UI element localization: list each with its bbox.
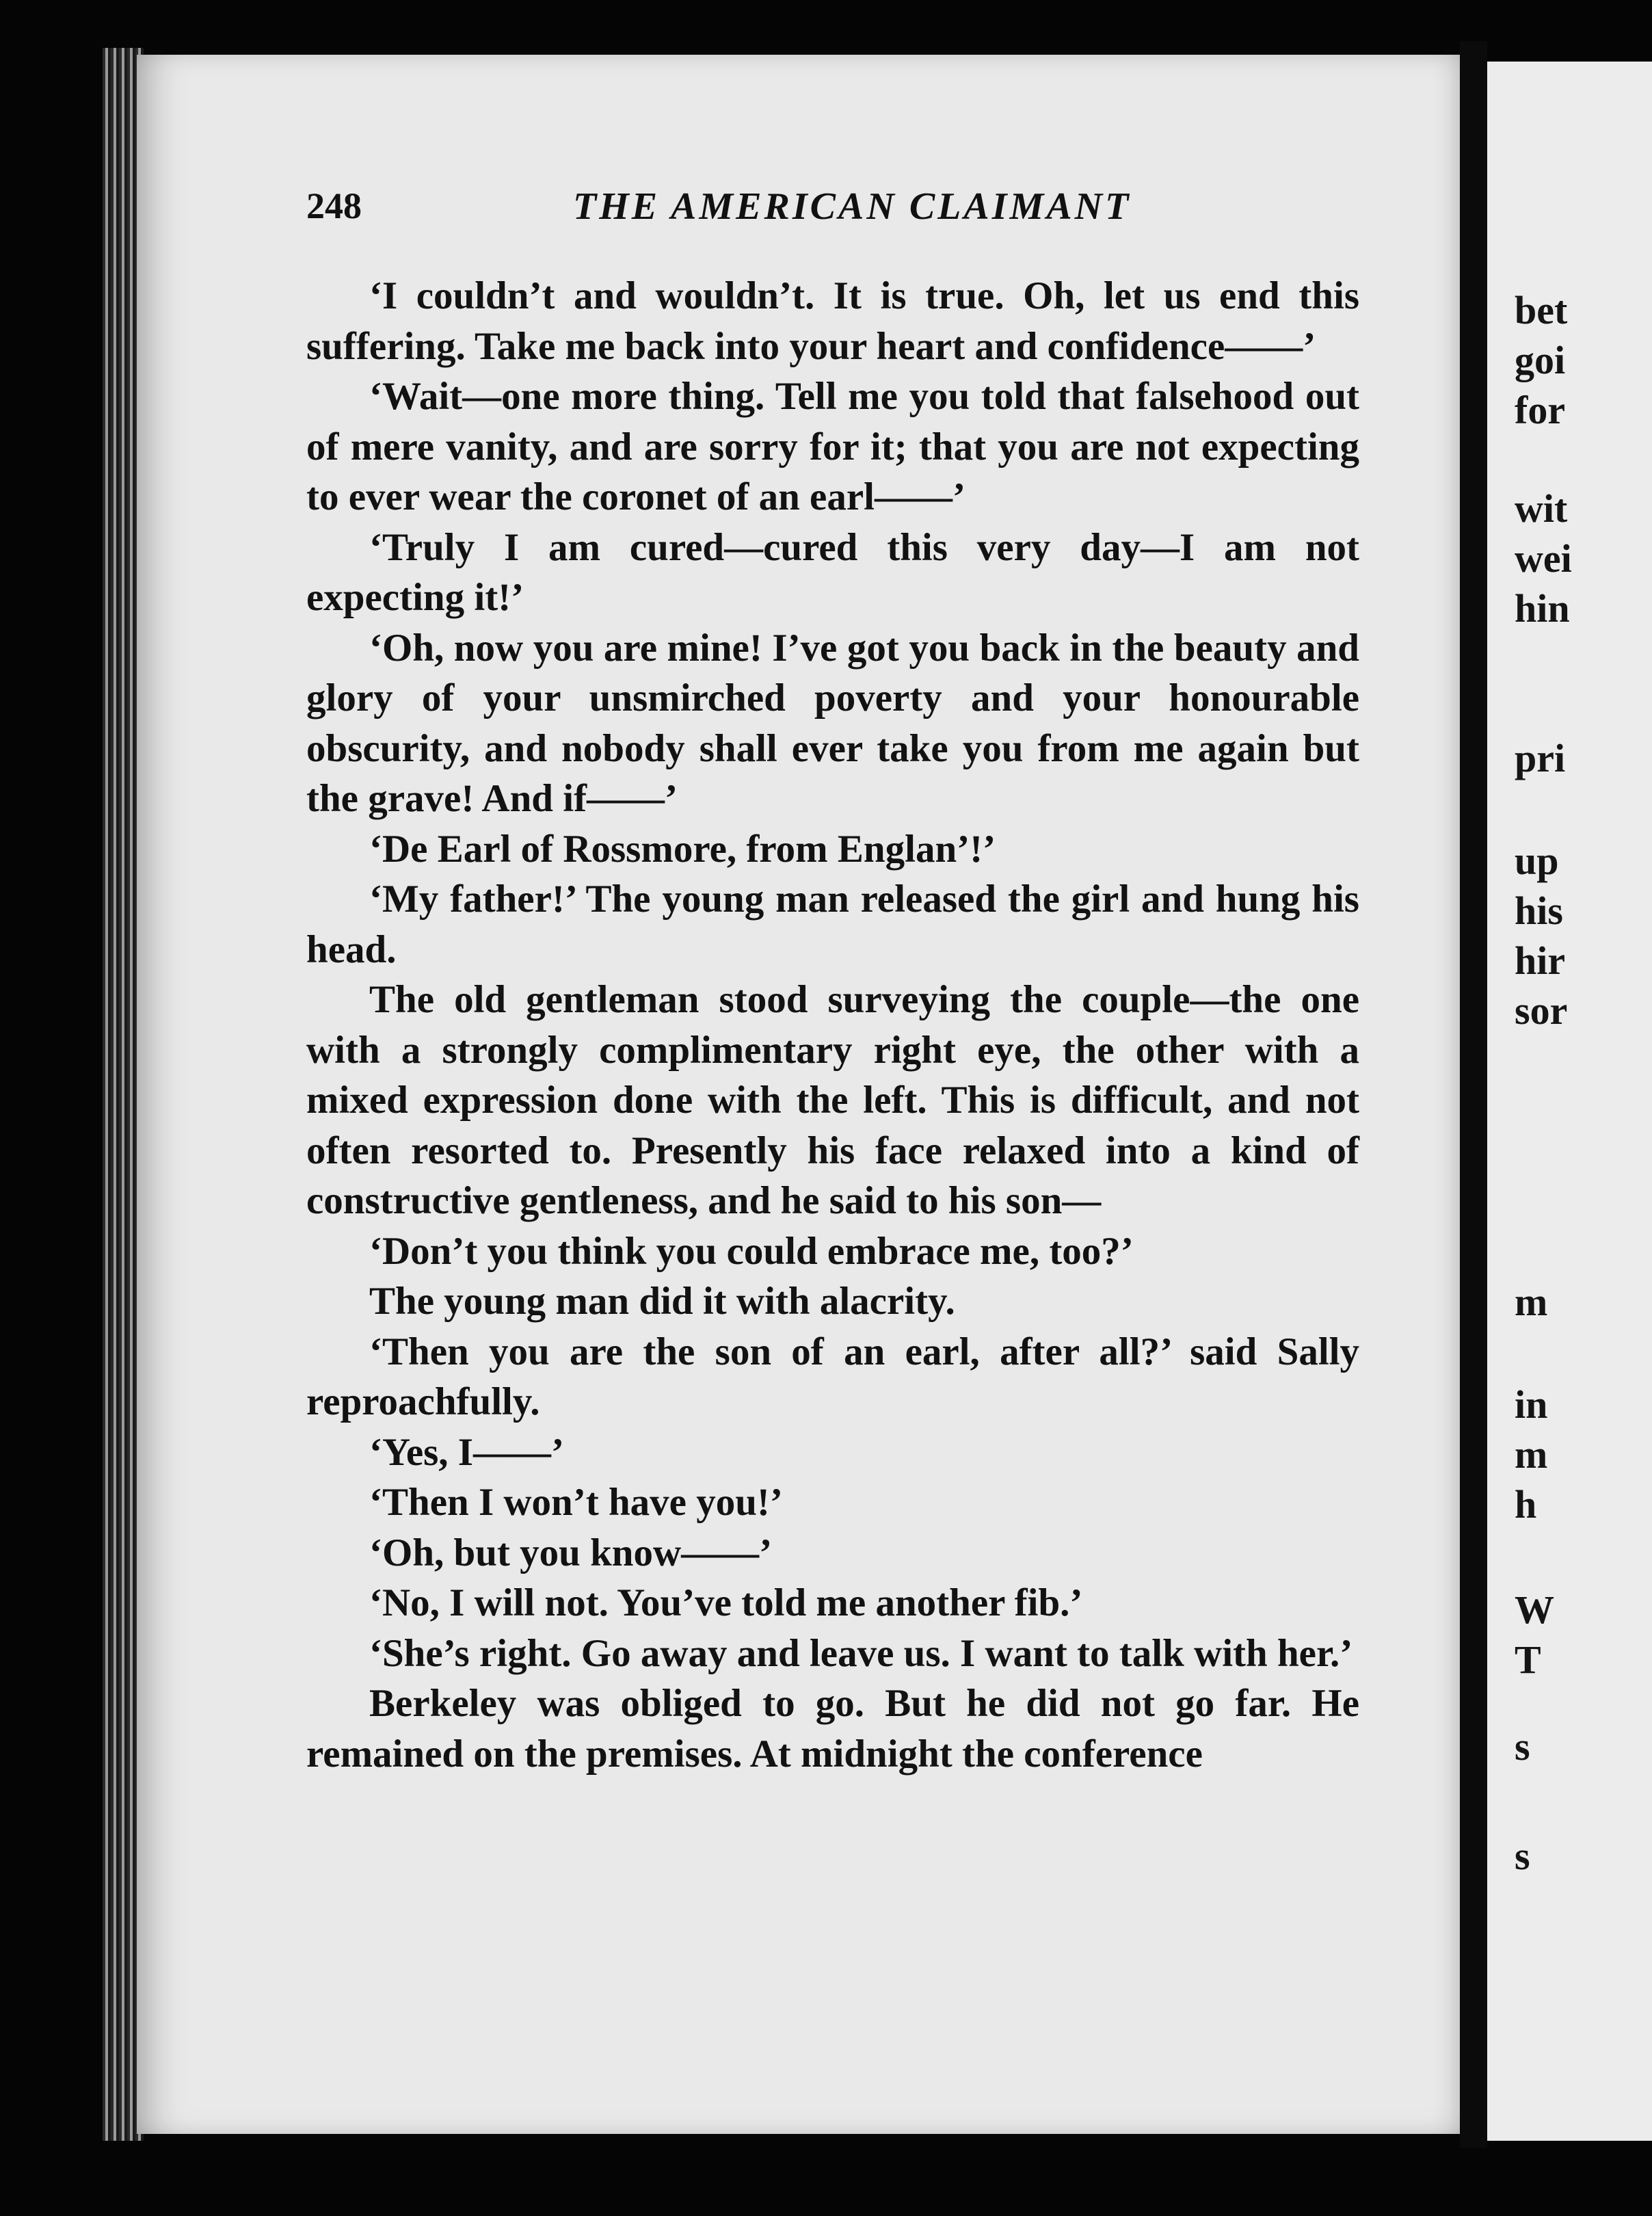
adjacent-page xyxy=(1487,62,1652,2141)
page-body xyxy=(306,271,1359,1779)
adjacent-page-fragment: for xyxy=(1515,388,1566,432)
running-title: THE AMERICAN CLAIMANT xyxy=(573,185,1132,228)
adjacent-page-fragment: in xyxy=(1515,1382,1548,1427)
adjacent-page-fragment: hir xyxy=(1515,938,1566,983)
adjacent-page-fragment: s xyxy=(1515,1834,1530,1878)
paragraph: ‘No, I will not. You’ve told me another fib.’ xyxy=(369,1581,1083,1624)
paragraph: ‘De Earl of Rossmore, from Englan’!’ xyxy=(369,827,996,871)
paragraph: ‘Then you are the son of an earl, after all?’ said Sally reproachfully. xyxy=(306,1330,1359,1423)
adjacent-page-fragment: m xyxy=(1515,1432,1548,1477)
paragraph: ‘Truly I am cured—cured this very day—I am not expecting it!’ xyxy=(306,525,1359,619)
paragraph: ‘My father!’ The young man released the girl and hung his head. xyxy=(306,878,1359,971)
adjacent-page-fragment: goi xyxy=(1515,338,1566,382)
paragraph: ‘I couldn’t and wouldn’t. It is true. Oh, let us end this suffering. Take me back into your heart and confidence——’ xyxy=(306,274,1359,368)
adjacent-page-fragment: wit xyxy=(1515,486,1568,531)
paragraph: ‘Wait—one more thing. Tell me you told that falsehood out of mere vanity, and are sorry for it; that you are not expecting to ever wear the coronet of an earl——’ xyxy=(306,375,1359,518)
adjacent-page-fragment: h xyxy=(1515,1482,1537,1527)
paragraph: ‘Then I won’t have you!’ xyxy=(369,1481,783,1524)
page-header xyxy=(306,185,1359,239)
page-number: 248 xyxy=(306,185,362,226)
paragraph: ‘She’s right. Go away and leave us. I want to talk with her.’ xyxy=(369,1631,1353,1675)
page-gutter xyxy=(1460,41,1487,2148)
paragraph: ‘Oh, now you are mine! I’ve got you back in the beauty and glory of your unsmirched poverty and your honourable obscurity, and nobody shall ever take you from me again but the grave! And if——’ xyxy=(306,626,1359,820)
adjacent-page-fragment: hin xyxy=(1515,586,1570,631)
paragraph: ‘Oh, but you know——’ xyxy=(369,1531,773,1574)
adjacent-page-fragment: T xyxy=(1515,1637,1541,1682)
adjacent-page-fragment: up xyxy=(1515,839,1559,883)
adjacent-page-fragment: his xyxy=(1515,888,1563,933)
adjacent-page-fragment: W xyxy=(1515,1587,1554,1632)
paragraph: ‘Yes, I——’ xyxy=(369,1430,564,1474)
adjacent-page-fragment: m xyxy=(1515,1280,1548,1324)
paragraph: ‘Don’t you think you could embrace me, too?’ xyxy=(369,1229,1134,1273)
adjacent-page-fragment: pri xyxy=(1515,736,1566,780)
adjacent-page-fragment: s xyxy=(1515,1724,1530,1769)
paragraph: The young man did it with alacrity. xyxy=(369,1280,955,1323)
paragraph: The old gentleman stood surveying the couple—the one with a strongly complimentary right eye, the other with a mixed expression done with the left. This is difficult, and not often resorted to. Presently his face relaxed into a kind of constructive gentleness, and he said to his son— xyxy=(306,978,1359,1222)
paragraph: Berkeley was obliged to go. But he did not go far. He remained on the premises. At midnight the conference xyxy=(306,1682,1359,1776)
adjacent-page-fragment: bet xyxy=(1515,288,1568,332)
adjacent-page-fragment: wei xyxy=(1515,536,1572,581)
adjacent-page-fragment: sor xyxy=(1515,988,1568,1033)
